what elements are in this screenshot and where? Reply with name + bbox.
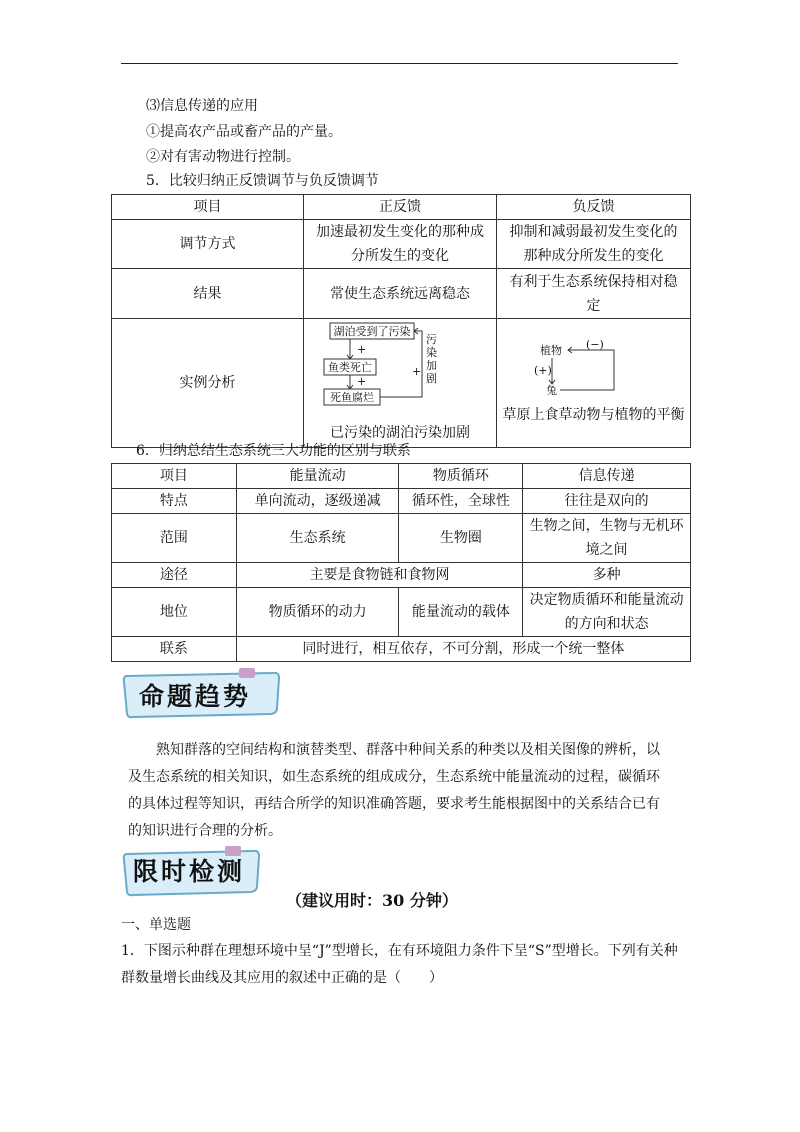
table-cell: 同时进行，相互依存，不可分割，形成一个统一整体 [236,637,690,662]
table-header: 项目 [112,195,304,220]
table-cell: 实例分析 [112,319,304,448]
table-cell: 生物之间，生物与无机环境之间 [523,514,691,563]
feedback-loop-line [380,331,422,397]
table-row [112,637,691,662]
table-cell-caption: 已污染的湖泊污染加剧 [330,425,471,441]
table-cell: 结果 [112,269,304,319]
table-cell: 抑制和减弱最初发生变化的那种成分所发生的变化 [497,220,691,269]
table-row [112,220,691,269]
intro-line-3: ②对有害动物进行控制。 [146,149,300,165]
table-row [112,269,691,319]
table-header: 正反馈 [304,195,497,220]
feedback-comparison-table [111,194,691,448]
table-cell: 途径 [112,563,237,588]
table-cell: 往往是双向的 [523,489,691,514]
table-header: 负反馈 [497,195,691,220]
table-cell: 决定物质循环和能量流动的方向和状态 [523,588,691,637]
feedback-loop-line [560,350,614,390]
table-row [112,489,691,514]
banner-title: 限时检测 [133,857,246,886]
section-heading-single-choice: 一、单选题 [121,917,191,933]
timed-test-banner [121,846,281,898]
banner-title: 命题趋势 [139,682,252,711]
trend-banner [121,668,281,720]
table-row [112,319,691,448]
diagram-side-label: 加 [426,359,438,372]
diagram-plus: + [357,375,367,388]
diagram-label: 植物 [539,344,562,357]
table-row [112,563,691,588]
table-cell: 生态系统 [236,514,399,563]
time-note: （建议用时：30 分钟） [286,891,458,910]
diagram-plus: + [412,365,422,378]
diagram-plus: + [357,343,367,356]
section-heading-6: 6．归纳总结生态系统三大功能的区别与联系 [136,443,411,459]
diagram-label: 湖泊受到了污染 [333,325,411,338]
table-header: 信息传递 [523,464,691,489]
diagram-label: 兔 [545,384,557,396]
diagram-side-label: 染 [426,346,438,359]
table-header: 项目 [112,464,237,489]
table-cell: 物质循环的动力 [236,588,399,637]
trend-paragraph: 熟知群落的空间结构和演替类型、群落中种间关系的种类以及相关图像的辨析，以及生态系统的相关知识，如生态系统的组成成分，生态系统中能量流动的过程，碳循环的具体过程等知识，再结合所学的知识准确答题，要求考生能根据图中的关系结合已有的知识进行合理的分析。 [128,742,660,839]
table-row [112,514,691,563]
table-cell: 地位 [112,588,237,637]
table-cell [304,319,497,448]
table-cell [497,319,691,448]
clip-icon [225,846,241,856]
table-cell: 特点 [112,489,237,514]
table-header-row [112,464,691,489]
table-cell: 常使生态系统远离稳态 [304,269,497,319]
grassland-feedback-diagram [504,340,684,396]
diagram-label: 死鱼腐烂 [330,391,375,404]
table-cell-caption: 草原上食草动物与植物的平衡 [502,407,685,423]
diagram-minus: (−) [585,340,604,351]
clip-icon [239,668,255,678]
table-header: 物质循环 [399,464,523,489]
table-cell: 多种 [523,563,691,588]
table-cell: 能量流动的载体 [399,588,523,637]
table-cell: 单向流动，逐级递减 [236,489,399,514]
table-cell: 范围 [112,514,237,563]
diagram-label: 鱼类死亡 [328,361,373,374]
intro-line-1: ⑶信息传递的应用 [146,98,258,114]
intro-line-2: ①提高农产品或畜产品的产量。 [146,124,342,140]
table-cell: 调节方式 [112,220,304,269]
section-heading-5: 5．比较归纳正反馈调节与负反馈调节 [146,173,379,189]
ecosystem-functions-table [111,463,691,662]
diagram-plus: (+) [533,364,552,377]
table-cell: 循环性，全球性 [399,489,523,514]
table-header-row [112,195,691,220]
table-header: 能量流动 [236,464,399,489]
pollution-feedback-diagram [310,321,490,413]
table-cell: 有利于生态系统保持相对稳定 [497,269,691,319]
diagram-side-label: 剧 [426,372,438,385]
question-1: 1．下图示种群在理想环境中呈“J”型增长，在有环境阻力条件下呈“S”型增长。下列有关种群数量增长曲线及其应用的叙述中正确的是（ ） [121,943,678,986]
table-cell: 生物圈 [399,514,523,563]
table-cell: 加速最初发生变化的那种成分所发生的变化 [304,220,497,269]
table-cell: 联系 [112,637,237,662]
diagram-side-label: 污 [426,333,438,346]
header-rule [121,63,678,64]
table-row [112,588,691,637]
table-cell: 主要是食物链和食物网 [236,563,523,588]
